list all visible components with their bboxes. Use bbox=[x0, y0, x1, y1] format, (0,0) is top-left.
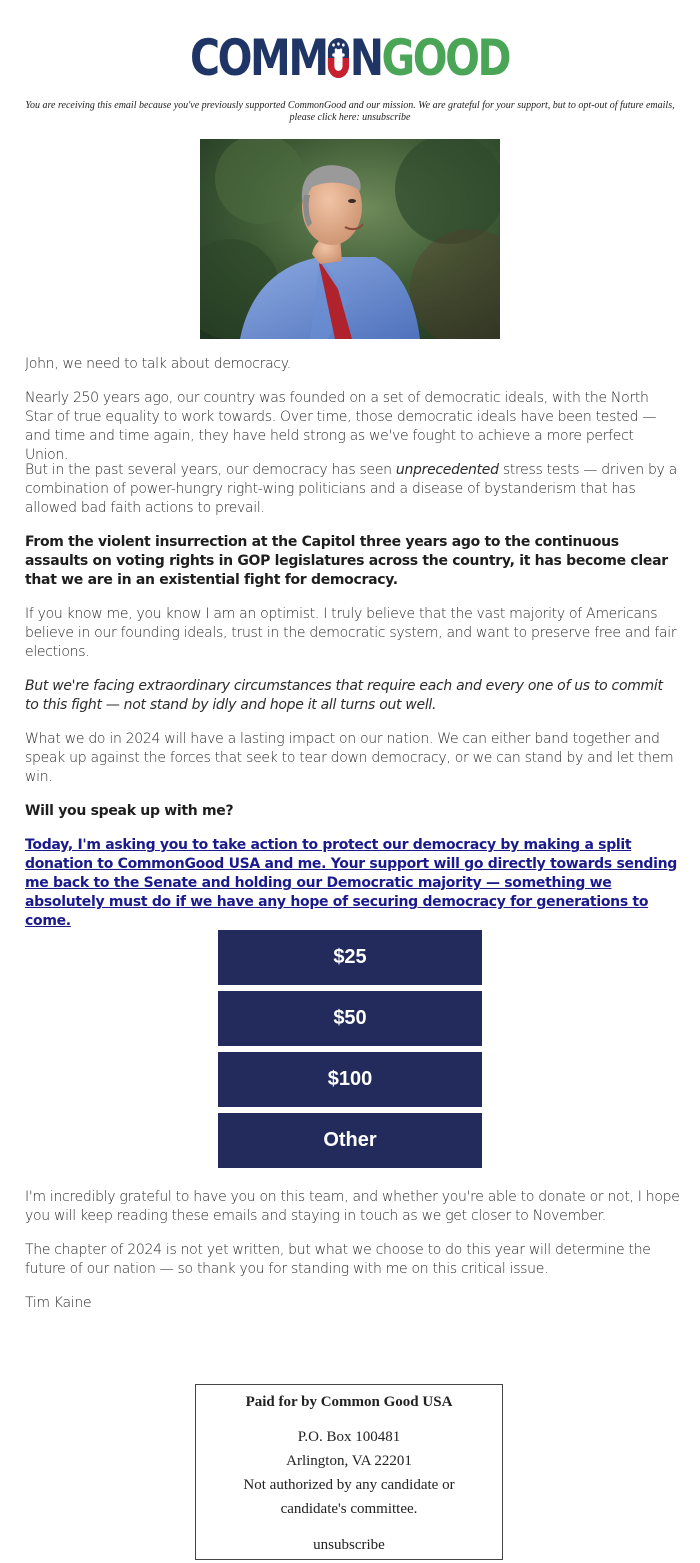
footer-disclaimer-line2: candidate's committee. bbox=[280, 1501, 418, 1517]
notice-unsubscribe-link[interactable]: unsubscribe bbox=[362, 112, 411, 123]
logo-good-text: GOOD bbox=[381, 29, 510, 87]
paragraph-grateful: I'm incredibly grateful to have you on this team, and whether you're able to donate or not, I hope you will keep reading these emails and staying in touch as we get closer to November. bbox=[25, 1189, 680, 1224]
paragraph-insurrection: From the violent insurrection at the Capitol three years ago to the continuous assaults on voting rights in GOP legislatures across the country, it has become clear that we are in an existential fight for democracy. bbox=[25, 534, 668, 588]
footer-unsubscribe-link[interactable]: unsubscribe bbox=[313, 1537, 385, 1553]
greeting: John, we need to talk about democracy. bbox=[25, 356, 291, 372]
donate-25-button[interactable]: $25 bbox=[218, 930, 482, 985]
optout-notice bbox=[24, 100, 676, 124]
donation-cta-link[interactable]: Today, I'm asking you to take action to protect our democracy by making a split donation to CommonGood USA and me. Your support will go directly towards sending me back to the Senate and holding our Democratic majority — something we absolutely must do if we have any hope of securing democracy for generations to come. bbox=[25, 837, 678, 929]
flag-o-icon bbox=[328, 38, 349, 78]
hero-photo bbox=[200, 139, 500, 339]
optout-notice-text: You are receiving this email because you've previously supported CommonGood and our mission. We are grateful for your support, but to opt-out of future emails, please click here: bbox=[25, 100, 675, 123]
signature: Tim Kaine bbox=[25, 1295, 92, 1311]
paragraph-stress-tests bbox=[25, 461, 680, 518]
p2-before: But in the past several years, our democracy has seen bbox=[25, 462, 396, 478]
paragraph-circumstances: But we're facing extraordinary circumstances that require each and every one of us to commit to this fight — not stand by idly and hope it all turns out well. bbox=[25, 678, 663, 713]
logo-common-text: COMM bbox=[190, 29, 328, 87]
cta-paragraph bbox=[25, 836, 680, 931]
p2-emphasis: unprecedented bbox=[395, 462, 499, 478]
logo-wordmark bbox=[190, 29, 510, 87]
paragraph-chapter: The chapter of 2024 is not yet written, but what we choose to do this year will determine the future of our nation — so thank you for standing with me on this critical issue. bbox=[25, 1242, 651, 1277]
portrait-photo-icon bbox=[200, 139, 500, 339]
paragraph-optimist: If you know me, you know I am an optimist. I truly believe that the vast majority of Americans believe in our founding ideals, trust in the democratic system, and want to preserve free and fair elections. bbox=[25, 606, 677, 660]
paragraph-2024-impact: What we do in 2024 will have a lasting impact on our nation. We can either band together and speak up against the forces that seek to tear down democracy, or we can stand by and let them win. bbox=[25, 731, 674, 785]
footer-unsubscribe-wrap bbox=[196, 1536, 502, 1554]
paid-for-disclaimer-box bbox=[195, 1384, 503, 1560]
footer-address-line1: P.O. Box 100481 bbox=[297, 1429, 401, 1445]
paragraph-founding: Nearly 250 years ago, our country was founded on a set of democratic ideals, with the North Star of true equality to work towards. Over time, those democratic ideals have been tested — and time and time again, they have held strong as we've fought to achieve a more perfect Union. bbox=[25, 390, 657, 463]
paragraph-speak-up: Will you speak up with me? bbox=[25, 803, 234, 819]
footer-title: Paid for by Common Good USA bbox=[245, 1394, 453, 1410]
commongood-logo[interactable] bbox=[0, 30, 700, 86]
logo-n-text: N bbox=[350, 29, 382, 87]
donate-other-button[interactable]: Other bbox=[218, 1113, 482, 1168]
footer-disclaimer-line1: Not authorized by any candidate or bbox=[243, 1477, 455, 1493]
p2-after: stress tests — driven by a combination of power-hungry right-wing politicians and a disease of bystanderism that has allowed bad faith actions to prevail. bbox=[25, 462, 677, 516]
footer-address-line2: Arlington, VA 22201 bbox=[286, 1453, 412, 1469]
donate-50-button[interactable]: $50 bbox=[218, 991, 482, 1046]
donate-100-button[interactable]: $100 bbox=[218, 1052, 482, 1107]
